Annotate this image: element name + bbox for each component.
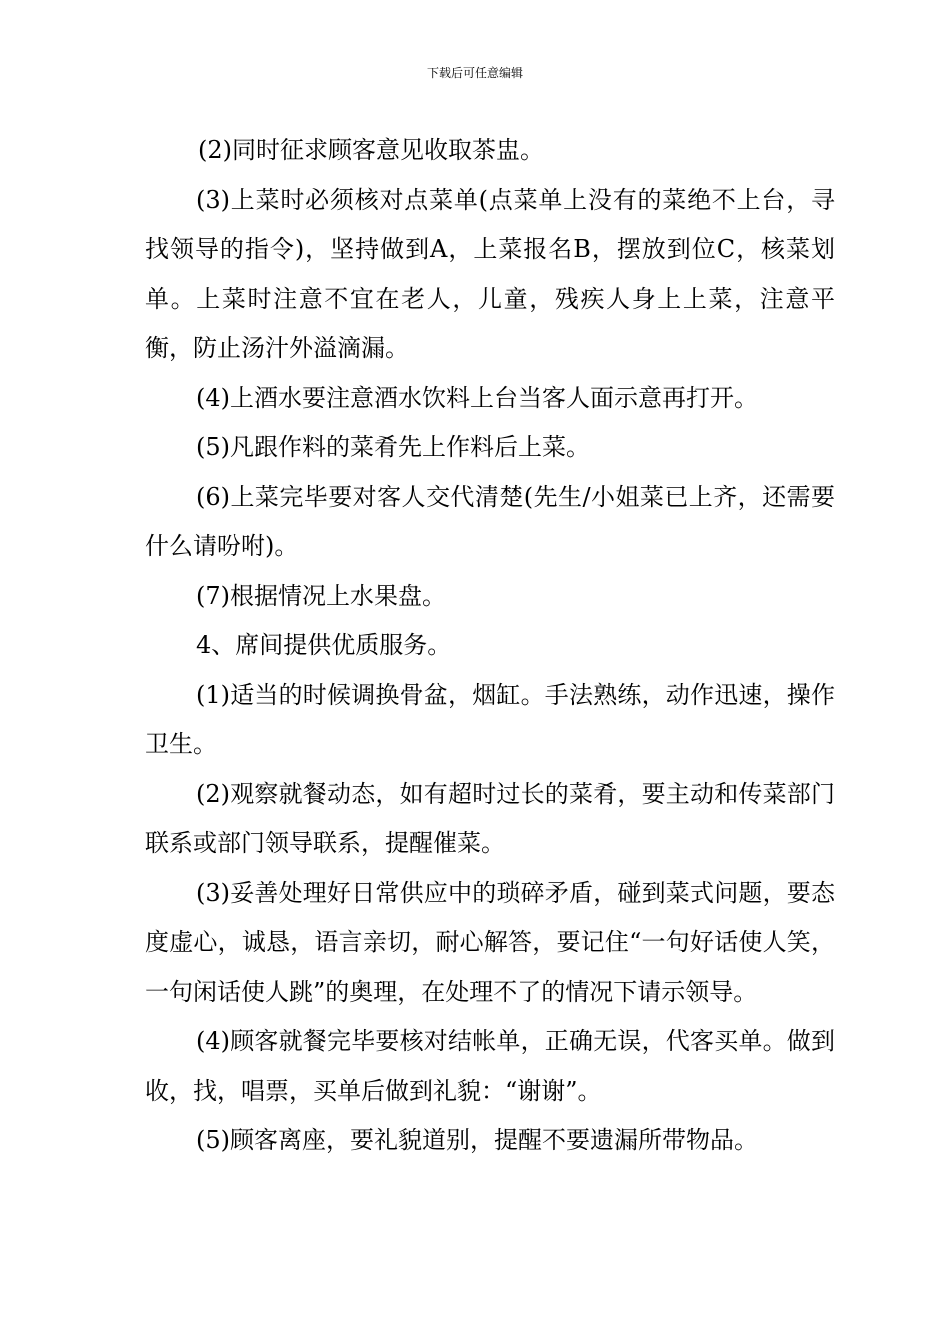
paragraph-5-condiments: (5)凡跟作料的菜肴先上作料后上菜。	[196, 433, 590, 461]
paragraph-3-serving-dishes: (3)上菜时必须核对点菜单(点菜单上没有的菜绝不上台，寻找领导的指令)，坚持做到A，上菜报名B，摆放到位C，核菜划单。上菜时注意不宜在老人，儿童，残疾人身上上菜，注意平衡，防止汤汁外溢滴漏。	[145, 185, 835, 362]
paragraph-2-collect-teacups: (2)同时征求顾客意见收取茶盅。	[198, 136, 544, 164]
page-header-note: 下载后可任意编辑	[426, 66, 523, 80]
section-4-heading: 4、席间提供优质服务。	[196, 631, 452, 659]
paragraph-4-serving-drinks: (4)上酒水要注意酒水饮料上台当客人面示意再打开。	[196, 383, 758, 412]
paragraph-7-fruit-plate: (7)根据情况上水果盘。	[196, 581, 446, 610]
paragraph-2-observe-dining: (2)观察就餐动态，如有超时过长的菜肴，要主动和传菜部门联系或部门领导联系，提醒催菜。	[145, 779, 835, 857]
paragraph-4-check-bill: (4)顾客就餐完毕要核对结帐单，正确无误，代客买单。做到收，找，唱票，买单后做到礼貌：“谢谢”。	[145, 1027, 835, 1105]
paragraph-1-change-plates: (1)适当的时候调换骨盆，烟缸。手法熟练，动作迅速，操作卫生。	[145, 680, 835, 758]
paragraph-5-farewell: (5)顾客离座，要礼貌道别，提醒不要遗漏所带物品。	[196, 1126, 758, 1154]
paragraph-3-handle-issues: (3)妥善处理好日常供应中的琐碎矛盾，碰到菜式问题，要态度虚心，诚恳，语言亲切，耐心解答，要记住“一句好话使人笑，一句闲话使人跳”的奥理，在处理不了的情况下请示领导。	[145, 878, 835, 1006]
paragraph-6-serving-complete: (6)上菜完毕要对客人交代清楚(先生/小姐菜已上齐，还需要什么请吩咐)。	[145, 482, 835, 560]
document-body	[145, 126, 835, 1166]
